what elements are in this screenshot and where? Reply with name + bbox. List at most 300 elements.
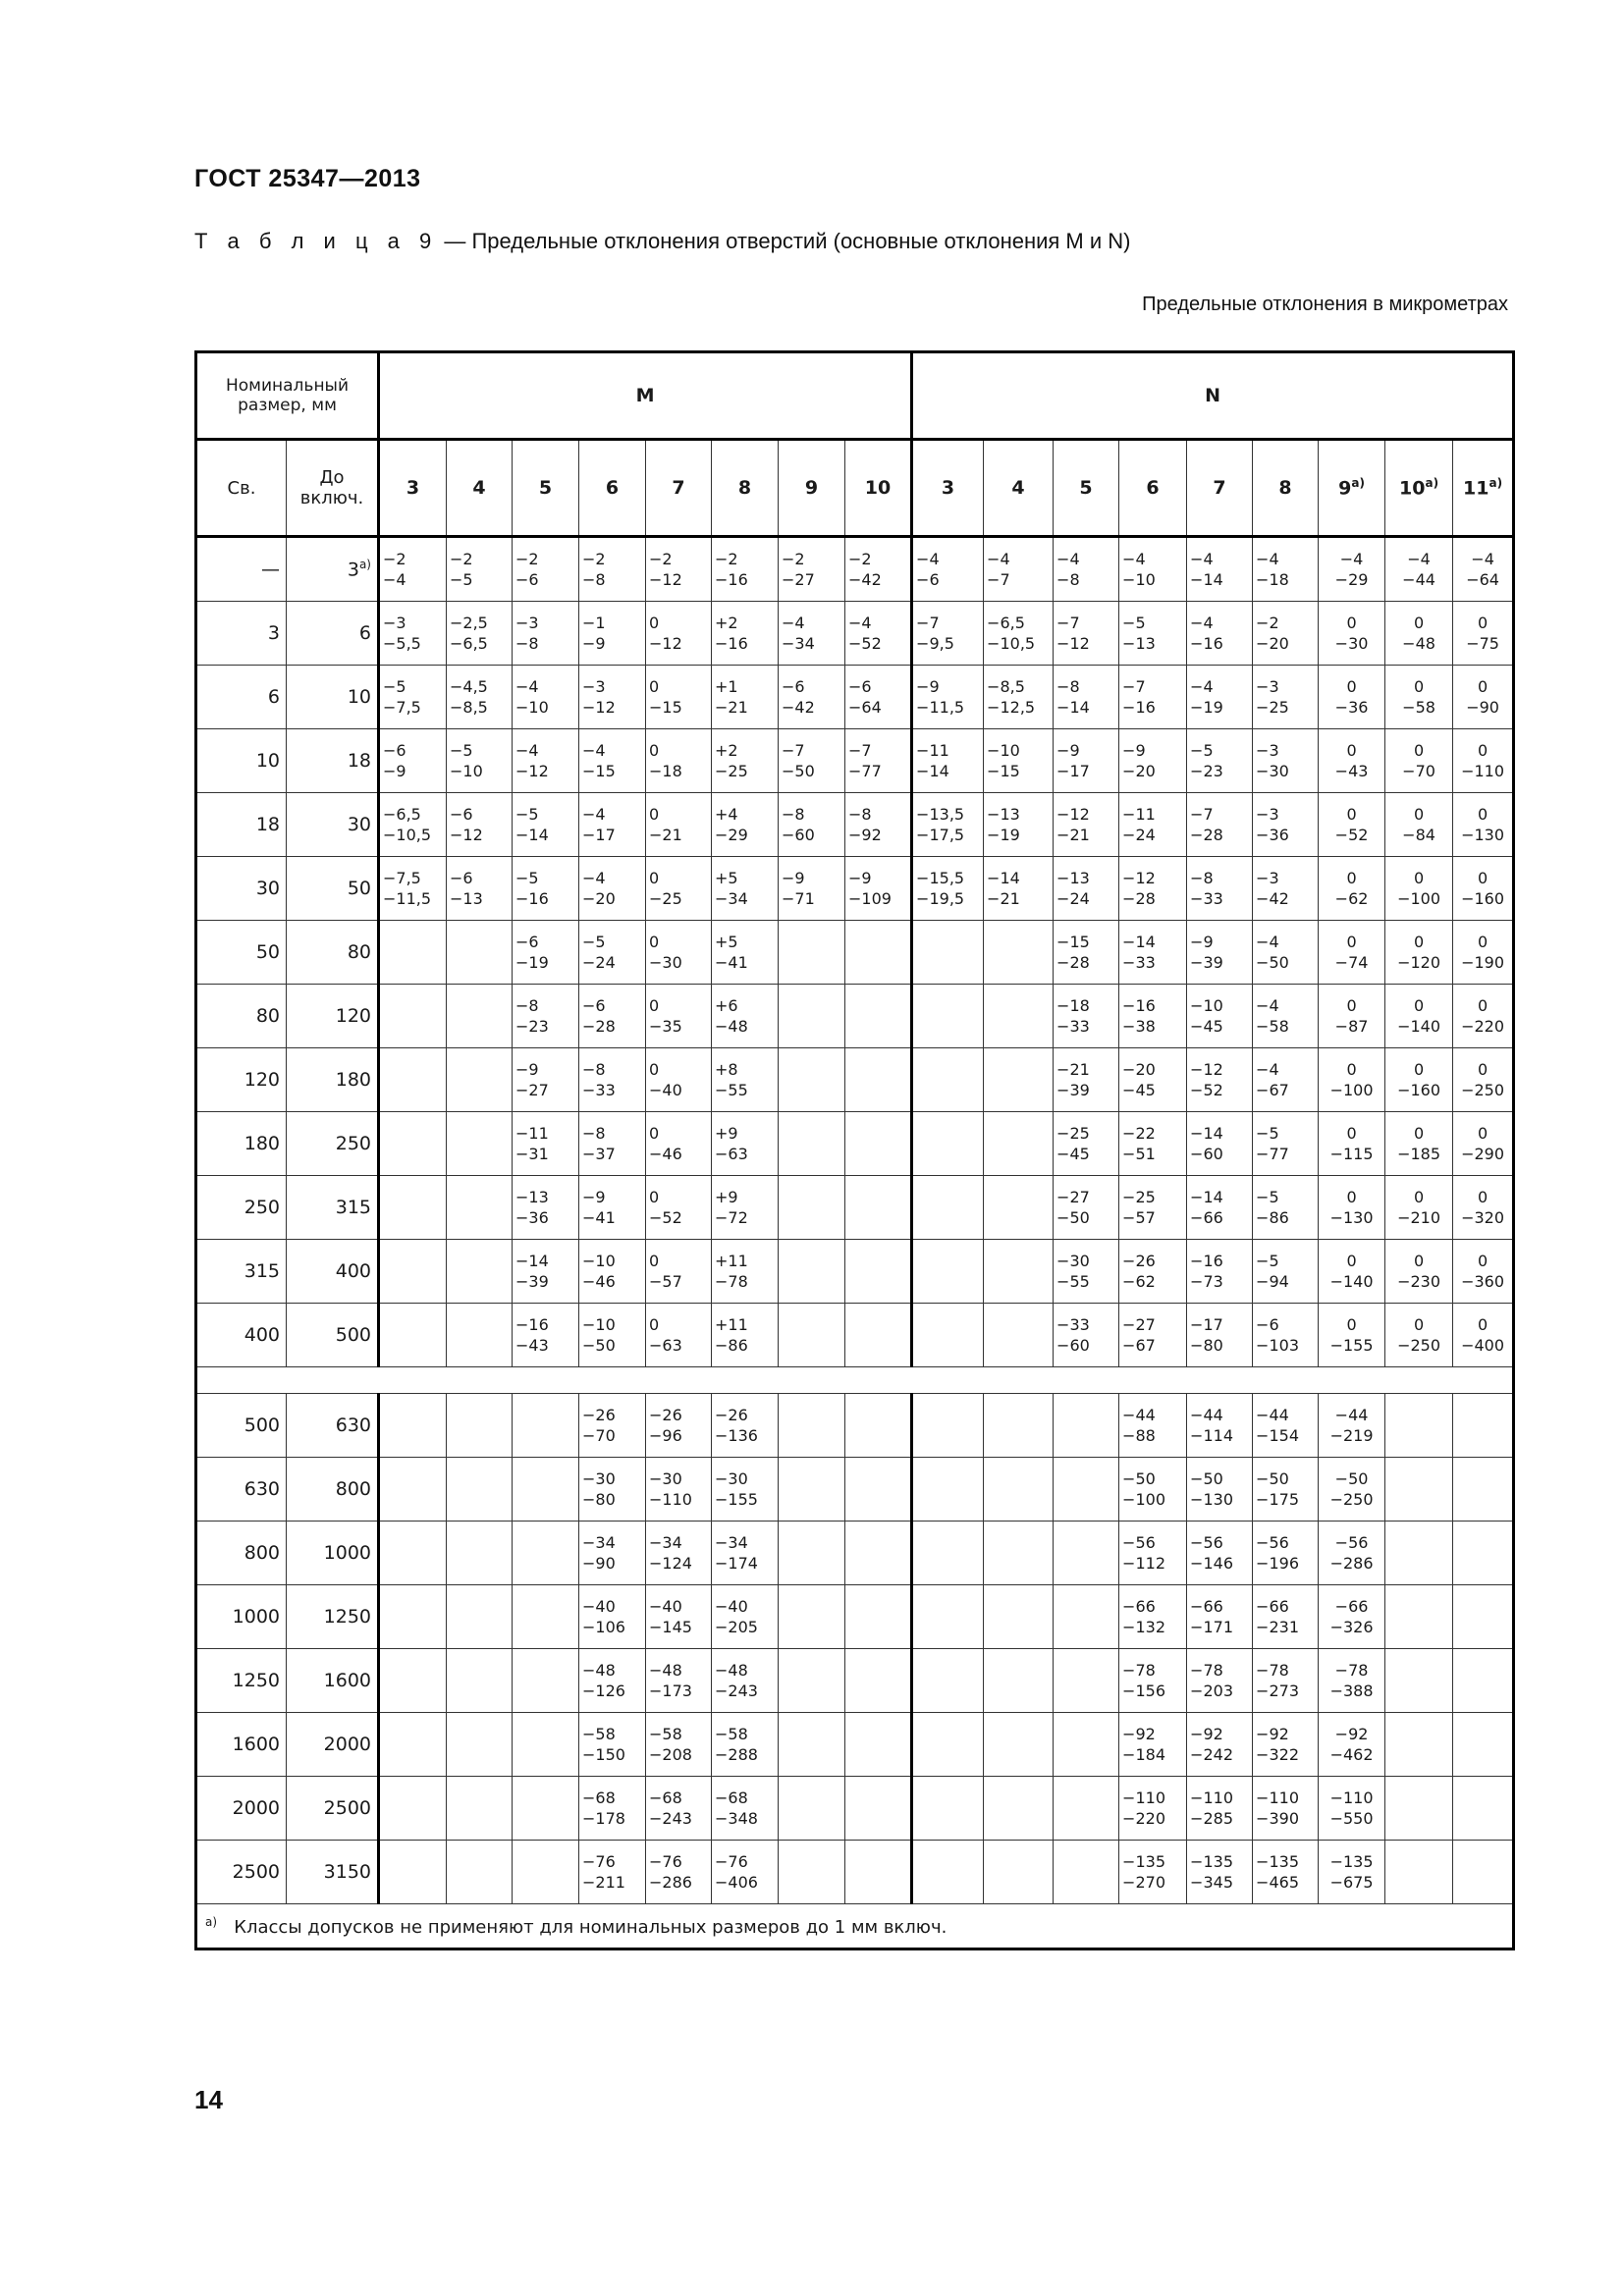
upper-deviation: −78 [1190,1661,1223,1680]
size-upto-cell [287,985,379,1048]
upper-deviation: 0 [1477,1124,1489,1143]
deviation-cell [579,1048,646,1112]
lower-deviation: −406 [715,1873,758,1892]
upper-deviation: −34 [649,1533,682,1552]
lower-deviation: −203 [1190,1682,1233,1700]
lower-deviation: −10,5 [987,634,1036,653]
upper-deviation: −6,5 [383,805,421,824]
upper-deviation: −4 [987,550,1010,568]
deviation-cell [447,1841,513,1904]
upper-deviation: 0 [649,614,660,632]
upper-deviation: −21 [1056,1060,1090,1079]
deviation-cell [912,1394,984,1458]
deviation-cell [912,1841,984,1904]
size-upto-cell [287,1585,379,1649]
lower-deviation: −27 [515,1081,549,1099]
upper-deviation: −9 [582,1188,606,1206]
deviation-cell [1054,857,1119,921]
size-upto-value: 3 [347,559,359,581]
deviation-cell [1054,602,1119,666]
deviation-cell [1187,1458,1253,1522]
lower-deviation: −286 [649,1873,692,1892]
group-m-header: M [379,352,912,440]
lower-deviation: −66 [1190,1208,1223,1227]
lower-deviation: −36 [515,1208,549,1227]
upper-deviation: 0 [1477,741,1489,760]
size-upto-cell [287,1841,379,1904]
deviation-cell [779,1394,845,1458]
deviation-cell [1054,793,1119,857]
lower-deviation: −70 [1402,762,1435,780]
deviation-cell [513,602,579,666]
lower-deviation: −58 [1402,698,1435,717]
deviation-cell [984,1777,1054,1841]
lower-deviation: −286 [1329,1554,1374,1573]
deviation-cell [513,537,579,602]
deviation-cell [1253,1176,1319,1240]
deviation-cell [646,666,712,729]
lower-deviation: −231 [1256,1618,1299,1636]
upper-deviation: −48 [649,1661,682,1680]
lower-deviation: −270 [1122,1873,1165,1892]
table-row [196,602,1514,666]
lower-deviation: −10 [450,762,483,780]
deviation-cell [1253,1112,1319,1176]
deviation-cell [579,1649,646,1713]
deviation-cell [379,921,447,985]
deviation-cell [1119,1458,1187,1522]
deviation-cell [513,1112,579,1176]
upper-deviation: −3 [383,614,406,632]
deviation-cell [1385,729,1453,793]
deviation-cell [379,666,447,729]
deviation-cell [579,666,646,729]
upper-deviation: −56 [1190,1533,1223,1552]
upper-deviation: 0 [1413,1060,1425,1079]
lower-deviation: −50 [782,762,815,780]
upper-deviation: −92 [1190,1725,1223,1743]
upper-deviation: −110 [1190,1789,1233,1807]
table-row [196,1841,1514,1904]
upper-deviation: +2 [715,614,738,632]
upper-deviation: −34 [715,1533,748,1552]
table-row [196,1048,1514,1112]
upper-deviation: −68 [582,1789,616,1807]
size-upto-cell [287,793,379,857]
size-upto-value: 30 [347,814,371,835]
upper-deviation: −40 [582,1597,616,1616]
upper-deviation: −25 [1122,1188,1156,1206]
lower-deviation: −67 [1122,1336,1156,1355]
lower-deviation: −13 [450,889,483,908]
lower-deviation: −86 [715,1336,748,1355]
upper-deviation: −66 [1190,1597,1223,1616]
deviation-cell [1119,1841,1187,1904]
upper-deviation: −4 [582,741,606,760]
grade-label: 3 [941,477,955,499]
upper-deviation: −4 [1407,550,1431,568]
lower-deviation: −30 [649,953,682,972]
deviation-cell [779,1304,845,1367]
size-over-cell: 630 [196,1458,287,1522]
upper-deviation: −76 [715,1852,748,1871]
deviation-cell [1385,1777,1453,1841]
upper-deviation: −78 [1256,1661,1289,1680]
deviation-cell [579,1304,646,1367]
lower-deviation: −322 [1256,1745,1299,1764]
upper-deviation: −13 [1056,869,1090,887]
deviation-cell [712,1649,779,1713]
deviation-cell [779,1112,845,1176]
lower-deviation: −29 [1334,570,1369,589]
lower-deviation: −80 [1190,1336,1223,1355]
table-caption [194,229,1130,254]
upper-deviation: −30 [1056,1252,1090,1270]
lower-deviation: −130 [1461,826,1505,844]
deviation-cell [984,1522,1054,1585]
deviation-cell [912,857,984,921]
deviation-cell [712,1458,779,1522]
grade-header-n-8 [1253,440,1319,537]
lower-deviation: −50 [1256,953,1289,972]
upper-deviation: −66 [1334,1597,1369,1616]
grade-header-n-11 [1453,440,1514,537]
grade-header-m-10 [845,440,912,537]
deviation-cell [712,1112,779,1176]
lower-deviation: −5,5 [383,634,421,653]
deviation-cell [1187,666,1253,729]
lower-deviation: −42 [782,698,815,717]
deviation-cell [712,1585,779,1649]
upper-deviation: 0 [1413,1252,1425,1270]
deviation-cell [447,921,513,985]
deviation-cell [912,1048,984,1112]
lower-deviation: −28 [1190,826,1223,844]
deviation-cell [1054,1649,1119,1713]
upper-deviation: −5 [383,677,406,696]
upper-deviation: −8,5 [987,677,1025,696]
size-upto-value: 1250 [323,1606,371,1628]
deviation-cell [1319,1112,1385,1176]
lower-deviation: −160 [1397,1081,1441,1099]
deviation-cell [845,1240,912,1304]
lower-deviation: −11,5 [383,889,432,908]
upper-deviation: −26 [715,1406,748,1424]
deviation-cell [646,1458,712,1522]
size-upto-value: 3150 [323,1861,371,1883]
deviation-cell [1187,1240,1253,1304]
lower-deviation: −12 [649,634,682,653]
upper-deviation: −14 [1190,1124,1223,1143]
size-over-cell: 500 [196,1394,287,1458]
lower-deviation: −4 [383,570,406,589]
deviation-cell [712,1304,779,1367]
deviation-cell [579,921,646,985]
lower-deviation: −41 [582,1208,616,1227]
upper-deviation: 0 [1477,1252,1489,1270]
lower-deviation: −100 [1329,1081,1374,1099]
grade-label: 11 [1463,477,1489,500]
lower-deviation: −20 [1122,762,1156,780]
deviation-cell [1453,1240,1514,1304]
deviation-cell [1119,793,1187,857]
upper-deviation: −40 [715,1597,748,1616]
upper-deviation: −44 [1334,1406,1369,1424]
lower-deviation: −250 [1461,1081,1505,1099]
deviation-cell [646,602,712,666]
deviation-cell [1319,1304,1385,1367]
size-upto-cell [287,602,379,666]
deviation-cell [912,729,984,793]
lower-deviation: −150 [582,1745,625,1764]
deviation-cell [447,1777,513,1841]
deviation-cell [845,985,912,1048]
deviation-cell [1187,1522,1253,1585]
deviation-cell [646,1240,712,1304]
lower-deviation: −130 [1329,1208,1374,1227]
deviation-cell [845,793,912,857]
deviation-cell [513,793,579,857]
deviation-cell [712,793,779,857]
lower-deviation: −21 [715,698,748,717]
deviation-cell [1453,1841,1514,1904]
deviation-cell [1119,921,1187,985]
lower-deviation: −35 [649,1017,682,1036]
upper-deviation: −14 [515,1252,549,1270]
deviation-cell [912,1304,984,1367]
size-over-cell: 120 [196,1048,287,1112]
lower-deviation: −16 [715,570,748,589]
upper-deviation: 0 [1346,996,1357,1015]
deviation-cell [1319,1240,1385,1304]
size-upto-cell [287,1048,379,1112]
deviation-cell [912,537,984,602]
upper-deviation: 0 [649,869,660,887]
lower-deviation: −16 [715,634,748,653]
size-upto-cell [287,921,379,985]
lower-deviation: −70 [582,1426,616,1445]
upper-deviation: −10 [1190,996,1223,1015]
upper-deviation: −12 [1056,805,1090,824]
deviation-cell [1385,1176,1453,1240]
deviation-cell [579,729,646,793]
deviation-cell [447,602,513,666]
deviation-cell [1253,666,1319,729]
upper-deviation: −26 [1122,1252,1156,1270]
deviation-cell [1187,1394,1253,1458]
deviation-cell [912,1522,984,1585]
upper-deviation: −2 [383,550,406,568]
deviation-cell [1187,1713,1253,1777]
deviation-cell [513,857,579,921]
deviation-cell [1253,985,1319,1048]
deviation-cell [513,1841,579,1904]
deviation-cell [1253,793,1319,857]
deviation-cell [845,1777,912,1841]
deviation-cell [513,1649,579,1713]
deviation-cell [1119,602,1187,666]
lower-deviation: −326 [1329,1618,1374,1636]
lower-deviation: −67 [1256,1081,1289,1099]
size-over-cell: 1000 [196,1585,287,1649]
lower-deviation: −208 [649,1745,692,1764]
upper-deviation: −4 [582,869,606,887]
lower-deviation: −126 [582,1682,625,1700]
deviation-cell [779,793,845,857]
size-upto-value: 1000 [323,1542,371,1564]
lower-deviation: −43 [1334,762,1369,780]
size-over-cell: 30 [196,857,287,921]
lower-deviation: −100 [1397,889,1441,908]
lower-deviation: −220 [1122,1809,1165,1828]
deviation-cell [579,1176,646,1240]
deviation-cell [712,1522,779,1585]
lower-deviation: −12,5 [987,698,1036,717]
grade-label: 9 [1338,477,1352,500]
size-upto-value: 400 [335,1260,371,1282]
deviation-cell [1319,1048,1385,1112]
size-upto-value: 6 [358,622,371,644]
tolerance-table [194,350,1515,1950]
grade-header-n-5 [1054,440,1119,537]
deviation-cell [1187,1176,1253,1240]
lower-deviation: −60 [1056,1336,1090,1355]
lower-deviation: −63 [649,1336,682,1355]
size-upto-cell [287,537,379,602]
size-over-cell: 3 [196,602,287,666]
table-row [196,1112,1514,1176]
upper-deviation: 0 [1413,1124,1425,1143]
lower-deviation: −74 [1334,953,1369,972]
lower-deviation: −45 [1056,1145,1090,1163]
deviation-cell [1054,1458,1119,1522]
lower-deviation: −15 [987,762,1020,780]
deviation-cell [1453,1112,1514,1176]
deviation-cell [1187,1585,1253,1649]
deviation-cell [1319,1585,1385,1649]
deviation-cell [447,857,513,921]
upper-deviation: −56 [1256,1533,1289,1552]
deviation-cell [447,1048,513,1112]
grade-header-m-6 [579,440,646,537]
upper-deviation: 0 [649,1124,660,1143]
deviation-cell [1119,985,1187,1048]
lower-deviation: −124 [649,1554,692,1573]
upper-deviation: −3 [1256,805,1279,824]
lower-deviation: −90 [1466,698,1499,717]
lower-deviation: −37 [582,1145,616,1163]
lower-deviation: −50 [582,1336,616,1355]
upper-deviation: −9 [782,869,805,887]
deviation-cell [712,602,779,666]
deviation-cell [712,666,779,729]
lower-deviation: −48 [1402,634,1435,653]
deviation-cell [447,1394,513,1458]
lower-deviation: −103 [1256,1336,1299,1355]
lower-deviation: −34 [782,634,815,653]
lower-deviation: −288 [715,1745,758,1764]
deviation-cell [779,857,845,921]
upper-deviation: −34 [582,1533,616,1552]
upper-deviation: −56 [1334,1533,1369,1552]
upper-deviation: −30 [649,1469,682,1488]
lower-deviation: −13 [1122,634,1156,653]
deviation-cell [845,666,912,729]
deviation-cell [447,793,513,857]
lower-deviation: −24 [1122,826,1156,844]
deviation-cell [646,1112,712,1176]
deviation-cell [1453,602,1514,666]
deviation-cell [1385,1394,1453,1458]
size-upto-cell [287,1458,379,1522]
deviation-cell [1385,921,1453,985]
deviation-cell [984,793,1054,857]
deviation-cell [1187,729,1253,793]
upper-deviation: −2 [1256,614,1279,632]
deviation-cell [712,857,779,921]
lower-deviation: −25 [715,762,748,780]
deviation-cell [912,1458,984,1522]
lower-deviation: −345 [1190,1873,1233,1892]
deviation-cell [646,1777,712,1841]
lower-deviation: −90 [582,1554,616,1573]
deviation-cell [779,1176,845,1240]
grade-header-m-9 [779,440,845,537]
upper-deviation: −13 [515,1188,549,1206]
lower-deviation: −173 [649,1682,692,1700]
size-upto-cell [287,1713,379,1777]
deviation-cell [579,1522,646,1585]
deviation-cell [379,985,447,1048]
upper-deviation: −3 [1256,741,1279,760]
caption-prefix: Т а б л и ц а 9 [194,229,439,253]
deviation-cell [1187,1777,1253,1841]
upto-header: До включ. [287,440,379,537]
lower-deviation: −10 [515,698,549,717]
deviation-cell [646,1176,712,1240]
upper-deviation: −14 [1122,933,1156,951]
deviation-cell [1187,537,1253,602]
lower-deviation: −100 [1122,1490,1165,1509]
lower-deviation: −21 [1056,826,1090,844]
table-row [196,1304,1514,1367]
lower-deviation: −84 [1402,826,1435,844]
deviation-cell [712,1394,779,1458]
lower-deviation: −109 [848,889,892,908]
upper-deviation: −58 [715,1725,748,1743]
upper-deviation: −76 [649,1852,682,1871]
lower-deviation: −155 [1329,1336,1374,1355]
lower-deviation: −88 [1122,1426,1156,1445]
upper-deviation: −9 [515,1060,539,1079]
size-over-cell: 6 [196,666,287,729]
deviation-cell [984,1649,1054,1713]
deviation-cell [646,921,712,985]
grade-header-m-8 [712,440,779,537]
deviation-cell [1385,985,1453,1048]
lower-deviation: −63 [715,1145,748,1163]
deviation-cell [379,1048,447,1112]
upper-deviation: −22 [1122,1124,1156,1143]
upper-deviation: −58 [582,1725,616,1743]
lower-deviation: −8 [582,570,606,589]
upper-deviation: −110 [1329,1789,1374,1807]
deviation-cell [712,729,779,793]
lower-deviation: −132 [1122,1618,1165,1636]
lower-deviation: −41 [715,953,748,972]
grade-label: 10 [1399,477,1426,500]
deviation-cell [379,1112,447,1176]
